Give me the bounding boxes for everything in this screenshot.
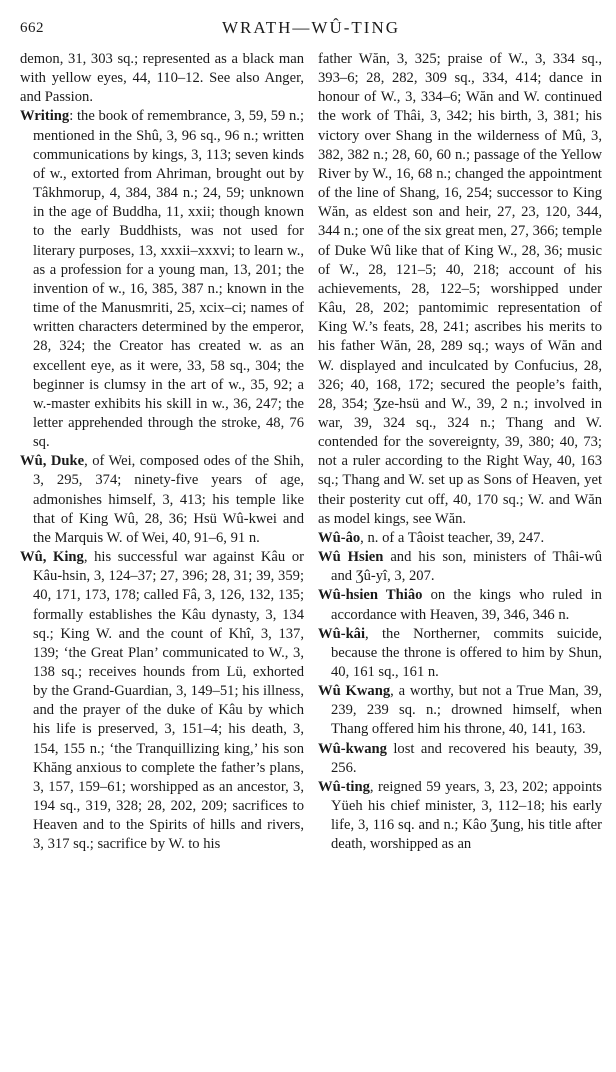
index-entry [318,625,602,682]
entry-headword: Wû Hsien [318,549,384,566]
entry-headword: Wû-kwang [318,740,387,757]
entry-text: , the Northerner, commits suicide, because the throne is offered to him by Shun, 40, 161 sq., 161 n. [331,625,602,680]
index-entry [318,682,602,739]
index-entry [318,778,602,855]
entry-text: and his son, ministers of Thâi-wû and Ʒû-yî, 3, 207. [331,549,602,585]
index-entry-continuation [318,50,602,529]
entry-headword: Wû, Duke [20,453,85,470]
index-entry [318,529,602,548]
entry-headword: Wû, King [20,549,84,566]
entry-headword: Wû-hsien Thiâo [318,587,423,604]
entry-text: , reigned 59 years, 3, 23, 202; appoints Yüeh his chief minister, 3, 112–18; his early life, 3, 116 sq. and n.; Kâo Ʒung, his title after death, worshipped as an [331,778,602,853]
left-column [20,50,304,855]
entry-text: : the book of remembrance, 3, 59, 59 n.; mentioned in the Shû, 3, 96 sq., 96 n.; written communications by kings, 3, 113; seven kinds of w., extorted from Ahriman, brought out by Tâkhmorup, 4, 384, 384 n.; 24, 59; unknown in the age of Buddha, 11, xxii; though known to the early Buddhists, was not used for literary purposes, 13, xxxii–xxxvi; to learn w., as a profession for a young man, 13, 201; the invention of w., 16, 385, 387 n.; known in the time of the Manusmriti, 25, xcix–ci; names of written characters determined by the emperor, 28, 324; the Creator has created w. as an excellent eye, as it were, 33, 58 sq., 304; the beginner is clumsy in the art of w., 35, 92; a w.-master exhibits his skill in w., 36, 247; the letter apprehended through the stroke, 48, 76 sq. [33,108,304,451]
running-head: WRATH—WÛ-TING [221,18,401,37]
index-columns [20,50,602,855]
entry-headword: Writing [20,108,70,125]
index-entry [318,586,602,624]
page-number: 662 [20,20,44,36]
index-entry [20,452,304,548]
index-entry [318,740,602,778]
entry-headword: Wû-âo [318,529,361,546]
page-header [20,18,602,44]
entry-text: , of Wei, composed odes of the Shih, 3, 295, 374; ninety-five years of age, admonishes himself, 3, 413; his temple like that of King Wû, 28, 36; Hsü Wû-kwei and the Marquis W. of Wei, 40, 91–6, 91 n. [33,453,304,546]
entry-text: on the kings who ruled in accordance with Heaven, 39, 346, 346 n. [331,587,602,623]
entry-text: , a worthy, but not a True Man, 39, 239, 239 sq. n.; drowned himself, when Thang offered him his throne, 40, 141, 163. [331,683,602,738]
index-entry-continuation [20,50,304,107]
entry-text: , his successful war against Kâu or Kâu-hsin, 3, 124–37; 27, 396; 28, 31; 39, 359; 40, 171, 173, 178; called Fâ, 3, 126, 132, 135; formally establishes the Kâu dynasty, 3, 134 sq.; King W. and the count of Khî, 3, 137, 139; ‘the Great Plan’ communicated to W., 3, 138 sq.; receives hounds from Lü, exhorted by the Grand-Guardian, 3, 149–51; his illness, and the prayer of the duke of Kâu by which his life is preserved, 3, 151–4; his death, 3, 154, 155 n.; ‘the Tranquillizing king,’ his son Khăng anxious to complete the father’s plans, 3, 157, 159–61; worshipped as an ancestor, 3, 194 sq., 319, 328; 28, 202, 209; sacrifices to Heaven and to the Spirits of hills and rivers, 3, 317 sq.; sacrifice by W. to his [33,549,305,853]
right-column [318,50,602,855]
index-entry [20,107,304,452]
entry-headword: Wû Kwang [318,683,391,700]
entry-text: demon, 31, 303 sq.; represented as a black man with yellow eyes, 44, 110–12. See also Anger, and Passion. [20,51,304,106]
entry-text: father Wăn, 3, 325; praise of W., 3, 334 sq., 393–6; 28, 282, 309 sq., 334, 414; dance in honour of W., 3, 334–6; Wăn and W. continued the work of Thâi, 3, 342; his birth, 3, 381; his victory over Shang in the wilderness of Mû, 3, 382, 382 n.; 28, 60, 60 n.; passage of the Yellow River by W., 16, 68 n.; changed the appointment of the line of Shang, 16, 254; successor to King Wăn, as eldest son and heir, 27, 23, 120, 344, 344 n.; one of the six great men, 27, 366; temple of Duke Wû like that of King W., 28, 36; music of W., 28, 121–5; 40, 218; account of his achievements, 28, 122–5; worshipped under Kâu, 28, 202; pantomimic representation of King W.’s feats, 28, 241; ascribes his merits to his father Wăn, 28, 289 sq.; ways of Wăn and W. displayed and inculcated by Confucius, 28, 326; 40, 168, 172; secured the people’s faith, 28, 354; Ʒze-hsü and W., 39, 2 n.; involved in war, 39, 324 sq., 324 n.; Thang and W. contended for the sovereignty, 39, 380; 40, 73; not a ruler according to the Right Way, 40, 163 sq.; Thang and W. set up as Sons of Heaven, yet their posterity cut off, 40, 170 sq.; W. and Wăn as model kings, see Wăn. [318,51,602,527]
entry-headword: Wû-ting [318,778,370,795]
index-entry [318,548,602,586]
index-entry [20,548,304,855]
entry-text: lost and recovered his beauty, 39, 256. [331,740,602,776]
entry-text: , n. of a Tâoist teacher, 39, 247. [360,529,545,546]
entry-headword: Wû-kâi [318,625,366,642]
